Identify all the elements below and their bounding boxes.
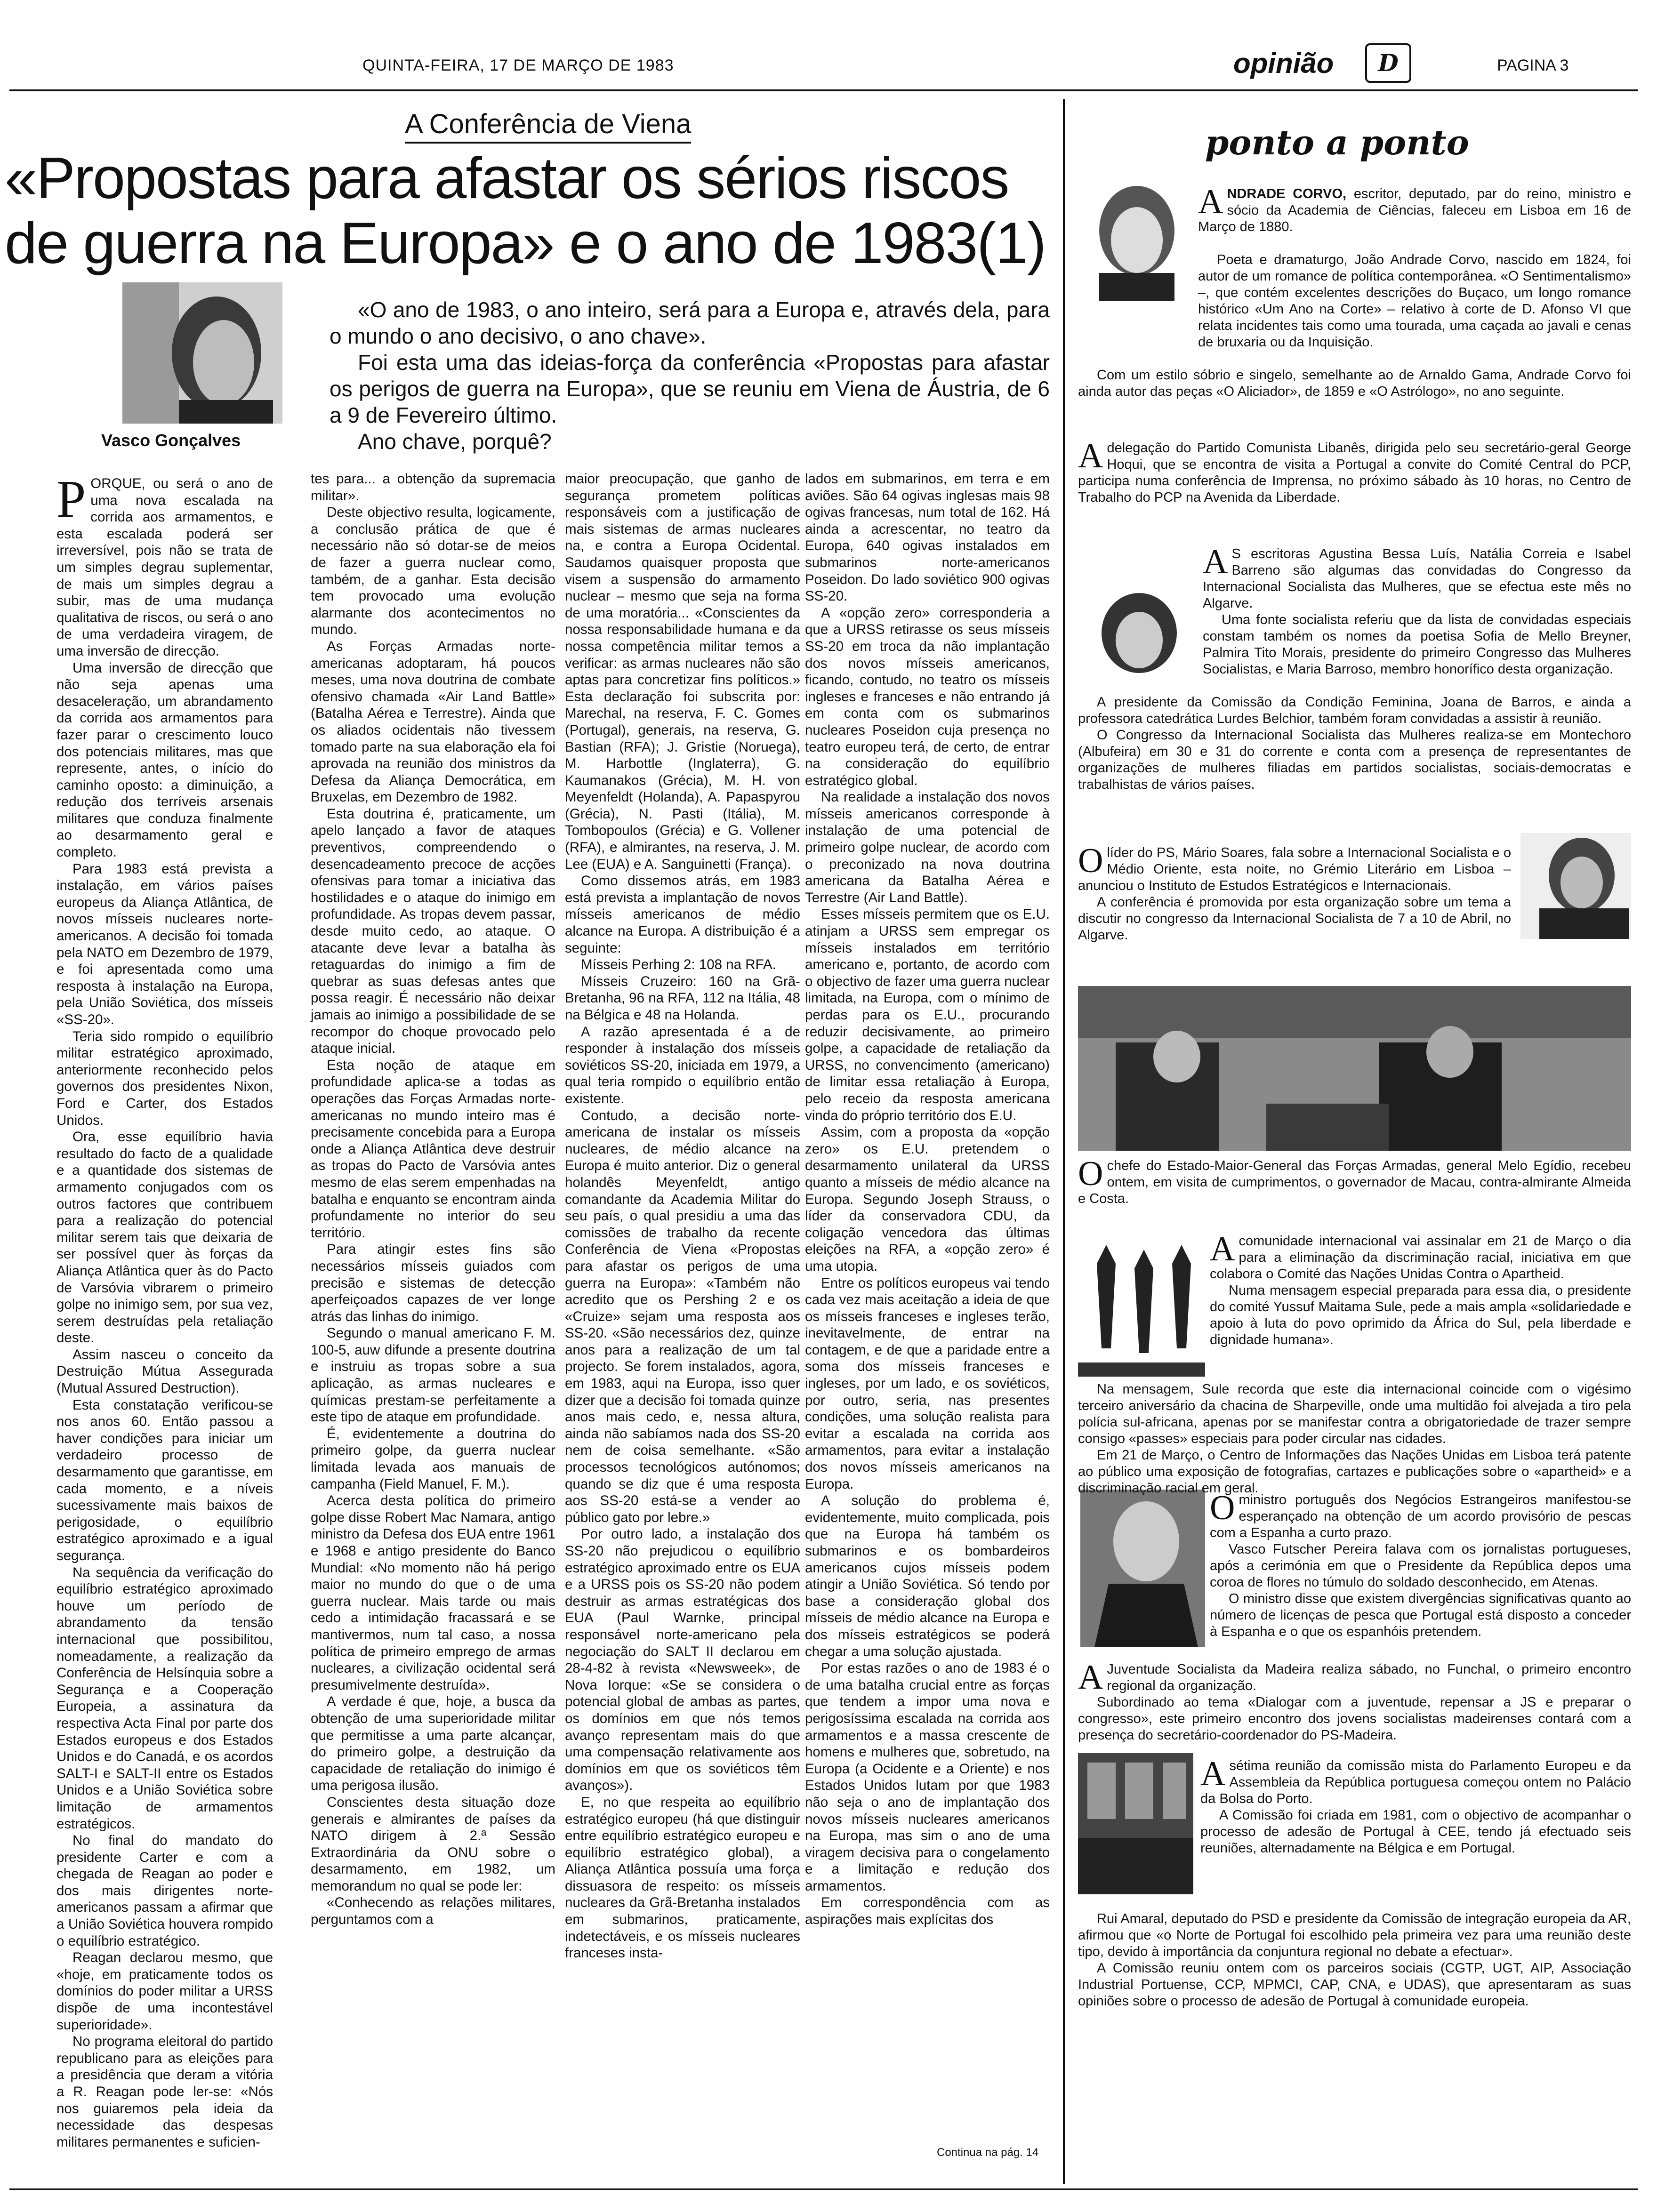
paragraph: Deste objectivo resulta, logicamente, a conclusão prática de que é necessário não só dotar-se de meios de fazer a guerra nuclear como, também, de a ganhar. Esta decisão tem provocado uma evolução alarmante dos acontecimentos no mundo.: [311, 505, 555, 638]
sidebar-item-text: A presidente da Comissão da Condição Feminina, Joana de Barros, e ainda a professora catedrática Lurdes Belchior, também foram convidadas a assistir à reunião.: [1078, 695, 1631, 726]
sidebar-item-text: S escritoras Agustina Bessa Luís, Natália Correia e Isabel Barreno são algumas das convidadas do Congresso da Internacional Socialista das Mulheres, que se efectua este mês no Algarve.: [1203, 546, 1631, 611]
sidebar-item-text: comunidade internacional vai assinalar em 21 de Março o dia para a eliminação da discriminação racial, iniciativa em que colabora o Comité das Nações Unidas Contra o Apartheid.: [1210, 1234, 1631, 1282]
paragraph: Na sequência da verificação do equilíbrio estratégico aproximado houve um período de abrandamento da tensão internacional que possibilitou, nomeadamente, a realização da Conferência de Helsínquia sobre a Segurança e a Cooperação Europeia, a assinatura da respectiva Acta Final por parte dos Estados europeus e dos Estados Unidos e do Canadá, e os acordos SALT-I e SALT-II entre os Estados Unidos e a União Soviética sobre limitação de armamentos estratégicos.: [56, 1564, 273, 1832]
paragraph: A «opção zero» corresponderia a que a URSS retirasse os seus mísseis SS-20 em troca da não implantação dos novos mísseis americanos, ficando, contudo, no teatro os mísseis ingleses e franceses e não entrando já em conta com os submarinos nucleares Poseidon cuja presença no teatro europeu terá, de certo, de entrar na consideração do equilíbrio estratégico global.: [805, 605, 1050, 788]
sidebar-item-name: NDRADE CORVO,: [1227, 186, 1347, 201]
paragraph: Reagan declarou mesmo, que «hoje, em praticamente todos os domínios do poder militar a URSS dispõe de uma incontestável superioridade».: [56, 1950, 273, 2033]
sidebar-item-text: sétima reunião da comissão mista do Parlamento Europeu e da Assembleia da República portuguesa começou ontem no Palácio da Bolsa do Porto.: [1200, 1758, 1631, 1806]
paragraph: Por estas razões o ano de 1983 é o de uma batalha crucial entre as forças que tendem a impor uma nova e perigosíssima escalada na corrida aos armamentos e a massa crescente de homens e mulheres que, sobretudo, na Europa (a Ocidente e a Oriente) e nos Estados Unidos lutam por que 1983 não seja o ano de implantação dos novos mísseis nucleares americanos na Europa, mas sim o ano de uma viragem decisiva para o congelamento e a limitação e redução dos armamentos.: [805, 1660, 1050, 1894]
sidebar-item-more: [1078, 367, 1631, 400]
sidebar-item-more: [1078, 1911, 1631, 2010]
sidebar-item-text: Na mensagem, Sule recorda que este dia internacional coincide com o vigésimo terceiro aniversário da chacina de Sharpeville, onde uma multidão foi alvejada a tiro pela polícia sul-africana, apenas por se manifestar contra a obrigatoriedade de trazer sempre consigo «passes» especiais para poder circular nas cidades.: [1078, 1382, 1631, 1446]
paragraph: Assim nasceu o conceito da Destruição Mútua Assegurada (Mutual Assured Destruction).: [56, 1346, 273, 1396]
paragraph: Na realidade a instalação dos novos mísseis americanos corresponde à instalação de uma potencial de primeiro golpe nuclear, de acordo com o preconizado na nova doutrina americana da Batalha Aérea e Terrestre (Air Land Battle).: [805, 789, 1050, 906]
sidebar-item: [1078, 1154, 1631, 1207]
paragraph: maior preocupação, que ganho de segurança prometem políticas responsáveis com a justificação de mais sistemas de armas nucleares na, e contra a Europa Ocidental. Saudamos quaisquer proposta que visem a suspensão do armamento nuclear – mesmo que seja na forma de uma moratória... «Conscientes da nossa responsabilidade humana e da nossa competência militar temos a verificar: as armas nucleares não são aptas para concretizar fins políticos.» Esta declaração foi subscrita por: Marechal, na reserva, F. C. Gomes (Portugal), generais, na reserva, G. Bastian (RFA); J. Gristie (Noruega), M. Harbottle (Inglaterra), G. Kaumanakos (Grécia), M. H. von Meyenfeldt (Holanda), A. Papaspyrou (Grécia), N. Pasti (Itália), M. Tombopoulos (Grécia) e G. Vollener (RFA), e almirantes, na reserva, J. M. Lee (EUA) e A. Sanguinetti (França).: [565, 471, 800, 872]
author-photo: [122, 282, 282, 424]
drop-cap: A: [1200, 1755, 1226, 1793]
article-headline: «Propostas para afastar os sérios riscos de guerra na Europa» e o ano de 1983(1): [5, 146, 1046, 276]
sidebar-item-text: A Comissão reuniu ontem com os parceiros sociais (CGTP, UGT, AIP, Associação Industrial Portuense, CCP, MPMCI, CAP, CNA, e UDAS), que apresentaram as suas opiniões sobre o processo de adesão de Portugal à comunidade europeia.: [1078, 1961, 1631, 2009]
paragraph: A solução do problema é, evidentemente, muito complicada, pois que na Europa há também os submarinos e os bombardeiros americanos cujos mísseis podem atingir a União Soviética. Só tendo por base a consideração global dos mísseis de médio alcance na Europa e dos mísseis estratégicos se poderá chegar a uma solução ajustada.: [805, 1493, 1050, 1659]
sidebar-item-text: Subordinado ao tema «Dialogar com a juventude, repensar a JS e preparar o congresso», este primeiro encontro dos jovens socialistas madeirenses contará com a presença do secretário-coordenador do PS-Madeira.: [1078, 1695, 1631, 1743]
sidebar-item: [1078, 437, 1631, 506]
paragraph: ORQUE, ou será o ano de uma nova escalada na corrida aos armamentos, e esta escalada poderá ser irreversível, pois não se trata de um simples degrau suplementar, de mais um simples degrau a subir, mas de uma mudança qualitativa de riscos, ou será o ano de uma verdadeira viragem, de uma inversão de direcção.: [56, 476, 273, 659]
sidebar-item-more: [1078, 1381, 1631, 1497]
paragraph: No final do mandato do presidente Carter e com a chegada de Reagan ao poder e dos mais dirigentes norte-americanos passam a afirmar que a União Soviética houvera rompido o equilíbrio estratégico.: [56, 1833, 273, 1949]
article-column-2: [311, 471, 555, 1928]
lead-paragraph: «O ano de 1983, o ano inteiro, será para a Europa e, através dela, para o mundo o ano decisivo, o ano chave».: [330, 297, 1050, 348]
paragraph: Conscientes desta situação doze generais e almirantes de países da NATO dirigem à 2.ª Sessão Extraordinária da ONU sobre o desarmamento, em 1982, um memorandum no qual se pode ler:: [311, 1794, 555, 1894]
drop-cap: A: [1078, 437, 1103, 475]
lead-paragraph: Ano chave, porquê?: [358, 429, 552, 454]
drop-cap: A: [1078, 1658, 1103, 1697]
sidebar-item-text: Juventude Socialista da Madeira realiza sábado, no Funchal, o primeiro encontro regional da organização.: [1107, 1662, 1631, 1693]
paragraph: Para 1983 está prevista a instalação, em vários países europeus da Aliança Atlântica, de novos mísseis nucleares norte-americanos. A decisão foi tomada pela NATO em Dezembro de 1979, e foi apresentada como uma resposta à instalação na Europa, pela União Soviética, dos mísseis «SS-20».: [56, 861, 273, 1027]
top-rule: [9, 89, 1638, 91]
article-lead: [330, 297, 1050, 455]
paragraph: E, no que respeita ao equilíbrio estratégico europeu (há que distinguir entre equilíbrio estratégico europeu e equilíbrio estratégico global), a Aliança Atlântica possuía uma força dissuasora de respeito: os mísseis nucleares da Grã-Bretanha instalados em submarinos, praticamente, indetectáveis, e os mísseis nucleares franceses insta-: [565, 1794, 800, 1961]
paragraph: Esta constatação verificou-se nos anos 60. Então passou a haver condições para iniciar um verdadeiro processo de desarmamento que garantisse, em cada momento, e a níveis sucessivamente mais baixos de perigosidade, o equilíbrio estratégico aproximado e a igual segurança.: [56, 1397, 273, 1563]
sidebar-item-text: A conferência é promovida por esta organização sobre um tema a discutir no congresso da Internacional Socialista de 7 a 10 de Abril, no Algarve.: [1078, 895, 1511, 943]
drop-cap: A: [1210, 1230, 1235, 1268]
sidebar-item-text: ministro português dos Negócios Estrangeiros manifestou-se esperançado na obtenção de um acordo provisório de pescas com a Espanha a curto prazo.: [1210, 1492, 1631, 1540]
paragraph: tes para... a obtenção da supremacia militar».: [311, 471, 555, 504]
section-title: opinião: [1233, 48, 1334, 79]
sidebar-item-text: A Comissão foi criada em 1981, com o objectivo de acompanhar o processo de adesão de Portugal à CEE, tendo já efectuado seis reuniões, alternadamente na Bélgica e em Portugal.: [1200, 1808, 1631, 1856]
article-column-4: [805, 471, 1050, 1928]
sidebar-title: ponto a ponto: [1205, 122, 1469, 162]
paragraph: Esses mísseis permitem que os E.U. atinjam a URSS sem empregar os mísseis instalados em território americano e, portanto, de acordo com o objectivo de fazer uma guerra nuclear limitada, na Europa, com o mínimo de perdas para os E.U., procurando reduzir decisivamente, ao primeiro golpe, a capacidade de retaliação da URSS, no convencimento (americano) de limitar essa retaliação à Europa, pelo receio da resposta americana vinda do próprio território dos E.U.: [805, 906, 1050, 1123]
paragraph: Em correspondência com as aspirações mais explícitas dos: [805, 1895, 1050, 1928]
sidebar-item-text: chefe do Estado-Maior-General das Forças Armadas, general Melo Egídio, recebeu ontem, em visita de cumprimentos, o governador de Macau, contra-almirante Almeida e Costa.: [1078, 1158, 1631, 1206]
drop-cap: O: [1210, 1489, 1235, 1527]
portrait-photo: [1520, 833, 1631, 939]
paragraph: Uma inversão de direcção que não seja apenas uma desaceleração, um abrandamento da corrida aos armamentos para fazer parar o crescimento louco dos potenciais militares, mas que represente, antes, o início do caminho oposto: a diminuição, a redução dos terríveis arsenais militares que conduza finalmente ao desarmamento geral e completo.: [56, 660, 273, 860]
drop-cap: P: [56, 470, 86, 529]
sidebar-item: [1078, 1230, 1631, 1348]
sidebar-item-text: delegação do Partido Comunista Libanês, dirigida pelo seu secretário-geral George Hoqui, que se encontra de visita a Portugal a convite do Comité Central do PCP, participa numa conferência de Imprensa, no próximo sábado às 10 horas, no Centro de Trabalho do PCP na Avenida da Liberdade.: [1078, 441, 1631, 505]
sidebar-item-more: [1078, 252, 1631, 351]
author-name: Vasco Gonçalves: [101, 431, 241, 450]
lead-paragraph: Foi esta uma das ideias-força da conferência «Propostas para afastar os perigos de guerra na Europa», que se reuniu em Viena de Áustria, de 6 a 9 de Fevereiro último.: [330, 350, 1050, 427]
sidebar-item-text: Uma fonte socialista referiu que da lista de convidadas especiais constam também os nomes da poetisa Sofia de Mello Breyner, Palmira Tito Morais, presidente do primeiro Congresso das Mulheres Socialistas, e Maria Barroso, membro honorífico desta organização.: [1203, 612, 1631, 677]
paragraph: As Forças Armadas norte-americanas adoptaram, há poucos meses, uma nova doutrina de combate ofensivo chamada «Air Land Battle» (Batalha Aérea e Terrestre). Ainda que os aliados ocidentais não tivessem tomado parte na sua elaboração ela foi aprovada na reunião dos ministros da Defesa da Aliança Democrática, em Bruxelas, em Dezembro de 1982.: [311, 638, 555, 805]
paragraph: Segundo o manual americano F. M. 100-5, auw difunde a presente doutrina e instruiu as tropas sobre a sua aplicação, as armas nucleares e químicas prestam-se perfeitamente a este tipo de ataque em profundidade.: [311, 1325, 555, 1425]
page-number: PAGINA 3: [1497, 56, 1569, 74]
paragraph: No programa eleitoral do partido republicano para as eleições para a presidência que deram a vitória a R. Reagan pode ler-se: «Nós nos guiaremos pela ideia da necessidade das despesas militares permanentes e suficien-: [56, 2034, 273, 2150]
sidebar-item: [1078, 1755, 1631, 1857]
sidebar-item-text: Vasco Futscher Pereira falava com os jornalistas portugueses, após a cerimónia em que o Presidente da República depos uma coroa de flores no túmulo do soldado desconhecido, em Atenas.: [1210, 1542, 1631, 1590]
paragraph: Acerca desta política do primeiro golpe disse Robert Mac Namara, antigo ministro da Defesa dos EUA entre 1961 e 1968 e antigo presidente do Banco Mundial: «No momento não há perigo maior no mundo do que o de uma guerra nuclear. Mais tarde ou mais cedo a intimidação fracassará e se mantivermos, num tal caso, a nossa política de primeiro emprego de armas nucleares, a civilização ocidental será presumivelmente destruída».: [311, 1493, 555, 1693]
paragraph: A verdade é que, hoje, a busca da obtenção de uma superioridade militar que permitisse a uma parte alcançar, do primeiro golpe, a destruição da capacidade de retaliação do inimigo é uma perigosa ilusão.: [311, 1694, 555, 1794]
sidebar-item-text: Numa mensagem especial preparada para essa dia, o presidente do comité Yussuf Maitama Sule, pede a mais ampla «solidariedade e apoio à luta do povo oprimido da África do Sul, pela liberdade e dignidade humana».: [1210, 1283, 1631, 1347]
sidebar-item-text: Poeta e dramaturgo, João Andrade Corvo, nascido em 1824, foi autor de um romance de política contemporânea. «O Sentimentalismo» –, que contém excelentes descrições do Buçaco, um longo romance histórico «Um Ano na Corte» – relativo à corte de D. Afonso VI que relata incidentes tais como uma tourada, uma caçada ao javali e cenas de bruxaria ou da Inquisição.: [1198, 252, 1631, 350]
article-kicker: A Conferência de Viena: [405, 108, 691, 144]
sidebar-item-text: O Congresso da Internacional Socialista das Mulheres realiza-se em Montechoro (Albufeira) em 30 e 31 do corrente e conta com a presença de representantes de organizações de mulheres filiadas em partidos socialistas, sociais-democratas e trabalhistas de vários países.: [1078, 728, 1631, 792]
paragraph: A razão apresentada é a de responder à instalação dos mísseis soviéticos SS-20, iniciada em 1979, a qual teria rompido o equilíbrio então existente.: [565, 1024, 800, 1106]
drop-cap: O: [1078, 842, 1103, 880]
drop-cap: O: [1078, 1154, 1103, 1193]
paragraph: É, evidentemente a doutrina do primeiro golpe, da guerra nuclear limitada levada aos manuais de campanha (Field Manuel, F. M.).: [311, 1426, 555, 1492]
sidebar-item-text: O ministro disse que existem divergências significativas quanto ao número de licenças de pesca que Portugal está disposto a conceder à Espanha e o que os espanhóis pretendem.: [1210, 1591, 1631, 1639]
paragraph: Mísseis Perhing 2: 108 na RFA.: [581, 957, 776, 973]
paragraph: «Conhecendo as relações militares, perguntamos com a: [311, 1895, 555, 1928]
paragraph: Ora, esse equilíbrio havia resultado do facto de a qualidade e a quantidade dos sistemas de armamento conjugados com os outros factores que contribuem para a realização do potencial militar serem tais que deixaria de ser possível quer às forças da Aliança Atlântica quer às do Pacto de Varsóvia vibrarem o primeiro golpe no inimigo sem, por sua vez, serem destruídas pela retaliação deste.: [56, 1129, 273, 1346]
sidebar-item: [1078, 1489, 1631, 1640]
page-date: QUINTA-FEIRA, 17 DE MARÇO DE 1983: [362, 56, 674, 74]
continued-note: Continua na pág. 14: [937, 2146, 1039, 2159]
drop-cap: A: [1203, 543, 1228, 581]
sidebar-item-more: [1078, 694, 1631, 793]
sidebar-item-text: líder do PS, Mário Soares, fala sobre a Internacional Socialista e o Médio Oriente, esta noite, no Grémio Literário em Lisboa – anunciou o Instituto de Estudos Estratégicos e Internacionais.: [1078, 845, 1511, 893]
paragraph: Mísseis Cruzeiro: 160 na Grã-Bretanha, 96 na RFA, 112 na Itália, 48 na Bélgica e 48 na Holanda.: [565, 973, 800, 1023]
column-divider: [1063, 99, 1065, 2184]
sidebar-item-text: Rui Amaral, deputado do PSD e presidente da Comissão de integração europeia da AR, afirmou que «o Norte de Portugal foi escolhido pela primeira vez para uma reunião deste tipo, devido à importância da conjuntura regional no debate a efectuar».: [1078, 1911, 1631, 1959]
paragraph: Esta noção de ataque em profundidade aplica-se a todas as operações das Forças Armadas norte-americanas no mundo inteiro mas é precisamente concebida para a Europa onde a Aliança Atlântica deve destruir as tropas do Pacto de Varsóvia antes mesmo de elas serem empenhadas na batalha e enquanto se encontram ainda profundamente no interior do seu território.: [311, 1057, 555, 1241]
paragraph: Contudo, a decisão norte-americana de instalar os mísseis nucleares, de médio alcance na Europa é muito anterior. Diz o general holandês Meyenfeldt, antigo comandante da Academia Militar do seu país, o qual presidiu a uma das comissões de trabalho da recente Conferência de Viena «Propostas para afastar os perigos de uma guerra na Europa»: «Também não acredito que os Pershing 2 e os «Cruize» sejam uma resposta aos SS-20. «São necessários dez, quinze anos para a realização de um tal projecto. Se forem instalados, agora, em 1983, aqui na Europa, isso quer dizer que a decisão foi tomada quinze anos mais cedo, e, nessa altura, ainda não sabíamos nada dos SS-20 nem de coisa semelhante. «São processos tecnológicos autónomos; quando se diz que é uma resposta aos SS-20 está-se a vender ao público gato por lebre.»: [565, 1107, 800, 1525]
paragraph: Para atingir estes fins são necessários mísseis guiados com precisão e sistemas de detecção aperfeiçoados capazes de ver longe atrás das linhas do inimigo.: [311, 1242, 555, 1324]
newspaper-logo-icon: D: [1365, 43, 1411, 83]
sidebar-item-text: Em 21 de Março, o Centro de Informações das Nações Unidas em Lisboa terá patente ao público uma exposição de fotografias, cartazes e publicações sobre o «apartheid» e a discriminação racial em geral.: [1078, 1448, 1631, 1496]
paragraph: Entre os políticos europeus vai tendo cada vez mais aceitação a ideia de que os mísseis franceses e ingleses terão, inevitavelmente, de entrar na contagem, e de que a paridade entre a soma dos mísseis franceses e ingleses, por um lado, e os soviéticos, por outro, seria, nas presentes condições, uma solução realista para evitar a escalada na corrida aos armamentos, para evitar a instalação dos novos mísseis americanos na Europa.: [805, 1275, 1050, 1492]
article-column-1: [56, 470, 273, 2150]
sidebar-item-text: Com um estilo sóbrio e singelo, semelhante ao de Arnaldo Gama, Andrade Corvo foi ainda autor das peças «O Aliciador», de 1859 e «O Astrólogo», no ano seguinte.: [1078, 368, 1631, 399]
paragraph: Como dissemos atrás, em 1983 está prevista a implantação de novos mísseis americanos de médio alcance na Europa. A distribuição é a seguinte:: [565, 873, 800, 956]
paragraph: Por outro lado, a instalação dos SS-20 não prejudicou o equilíbrio estratégico aproximado entre os EUA e a URSS pois os SS-20 não podem destruir as armas estratégicas dos EUA (Paul Warnke, principal responsável norte-americano pela negociação do SALT II declarou em 28-4-82 à revista «Newsweek», de Nova Iorque: «Se se considera o potencial global de ambas as partes, os domínios em que nós temos avanço representam mais do que uma compensação relativamente aos domínios em que os soviéticos têm avanços»).: [565, 1526, 800, 1794]
drop-cap: A: [1198, 183, 1223, 221]
sidebar-item: [1078, 842, 1511, 944]
sidebar-item: [1078, 543, 1631, 678]
bottom-rule: [9, 2188, 1638, 2190]
meeting-photo: [1078, 986, 1631, 1151]
sidebar-item-text: escritor, deputado, par do reino, ministro e sócio da Academia de Ciências, faleceu em Lisboa em 16 de Março de 1880.: [1198, 186, 1631, 234]
sidebar-item: [1078, 1658, 1631, 1744]
paragraph: lados em submarinos, em terra e em aviões. São 64 ogivas inglesas mais 98 ogivas francesas, num total de 162. Há ainda a acrescentar, no teatro da Europa, 640 ogivas instalados em submarinos norte-americanos Poseidon. Do lado soviético 900 ogivas SS-20.: [805, 471, 1050, 604]
sidebar-item: [1078, 183, 1631, 235]
paragraph: Esta doutrina é, praticamente, um apelo lançado a favor de ataques preventivos, compreendendo o desencadeamento precoce de acções ofensivas para tomar a iniciativa das hostilidades e o ataque do inimigo em profundidade. As tropas devem passar, desde muito cedo, ao ataque. O atacante deve levar a batalha às retaguardas do inimigo a fim de quebrar as suas defesas antes que possa reagir. É necessário não deixar jamais ao inimigo a possibilidade de se recompor do choque provocado pelo ataque inicial.: [311, 806, 555, 1057]
paragraph: Assim, com a proposta da «opção zero» os E.U. pretendem o desarmamento unilateral da URSS quanto a mísseis de médio alcance na Europa. Segundo Joseph Strauss, o líder da conservadora CDU, da coligação vencedora das últimas eleições na RFA, a «opção zero» é uma utopia.: [805, 1124, 1050, 1274]
paragraph: Teria sido rompido o equilíbrio militar estratégico aproximado, anteriormente reconhecido pelos governos dos presidentes Nixon, Ford e Carter, dos Estados Unidos.: [56, 1028, 273, 1128]
article-column-3: [565, 471, 800, 1962]
